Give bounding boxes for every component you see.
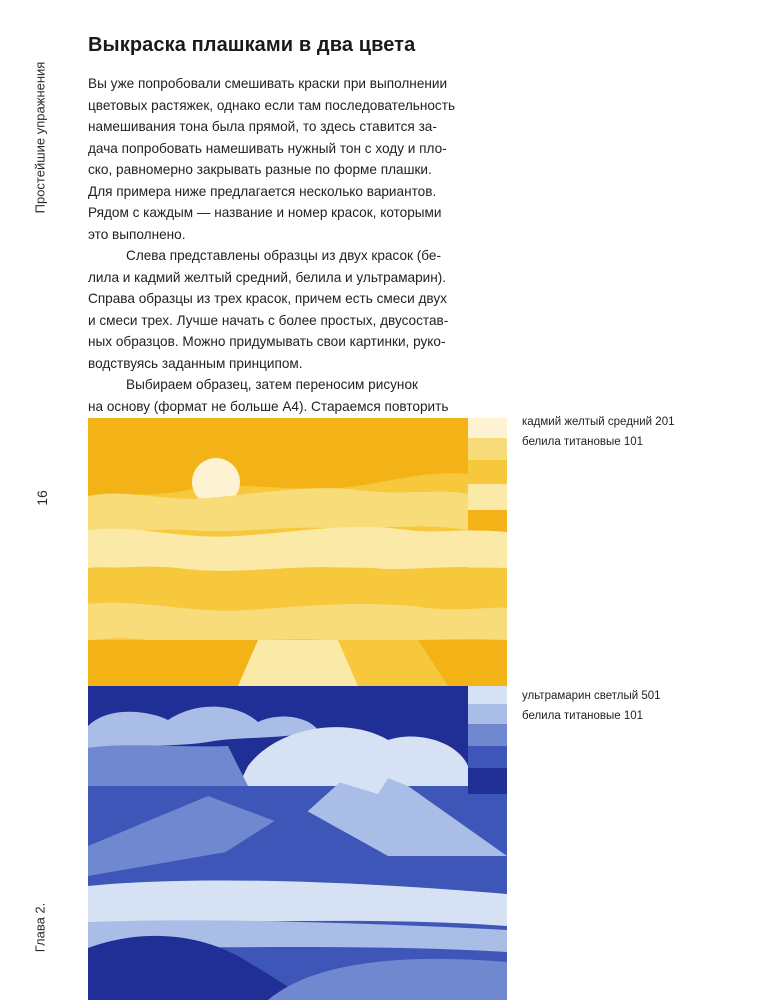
text-line: водствуясь заданным принципом. (88, 355, 303, 371)
text-line: Вы уже попробовали смешивать краски при выполнении (88, 76, 448, 91)
text-line: лила и кадмий желтый средний, белила и ультрамарин). (88, 269, 447, 285)
yellow-swatch-painting (88, 418, 507, 686)
text-line: ско, равномерно закрывать разные по форме плашки. (88, 162, 432, 177)
caption-line: белила титановые 101 (522, 710, 644, 722)
page-title: Выкраска плашками в два цвета (88, 34, 416, 56)
text-line: Справа образцы из трех красок, причем есть смеси двух (88, 291, 447, 306)
text-line: дача попробовать намешивать нужный тон с ходу и пло- (88, 140, 447, 156)
text-line: Рядом с каждым — название и номер красок, которыми (88, 205, 442, 220)
caption-line: кадмий желтый средний 201 (522, 416, 675, 428)
running-head-chapter: Глава 2. (32, 902, 48, 953)
text-line: Для примера ниже предлагается несколько вариантов. (88, 183, 437, 199)
text-line: и смеси трех. Лучше начать с более простых, двусостав- (88, 312, 449, 328)
text-line: цветовых растяжек, однако если там последовательность (88, 97, 456, 113)
running-head-section: Простейшие упражнения (32, 61, 48, 214)
paint-caption-blue (522, 686, 661, 726)
text-line: это выполнено. (88, 226, 186, 242)
text-line: ных образцов. Можно придумывать свои картинки, руко- (88, 334, 446, 349)
text-line: на основу (формат не больше А4). Стараемся повторить (88, 398, 449, 414)
text-line: Выбираем образец, затем переносим рисунок (126, 377, 418, 392)
caption-line: белила титановые 101 (522, 436, 644, 448)
text-line: намешивания тона была прямой, то здесь ставится за- (88, 119, 437, 134)
blue-swatch-painting (88, 686, 507, 1000)
text-line: Слева представлены образцы из двух красок (бе- (126, 248, 441, 263)
caption-line: ультрамарин светлый 501 (522, 690, 661, 702)
paint-caption-yellow (522, 412, 675, 452)
body-text (88, 73, 508, 439)
page-number: 16 (34, 490, 50, 506)
